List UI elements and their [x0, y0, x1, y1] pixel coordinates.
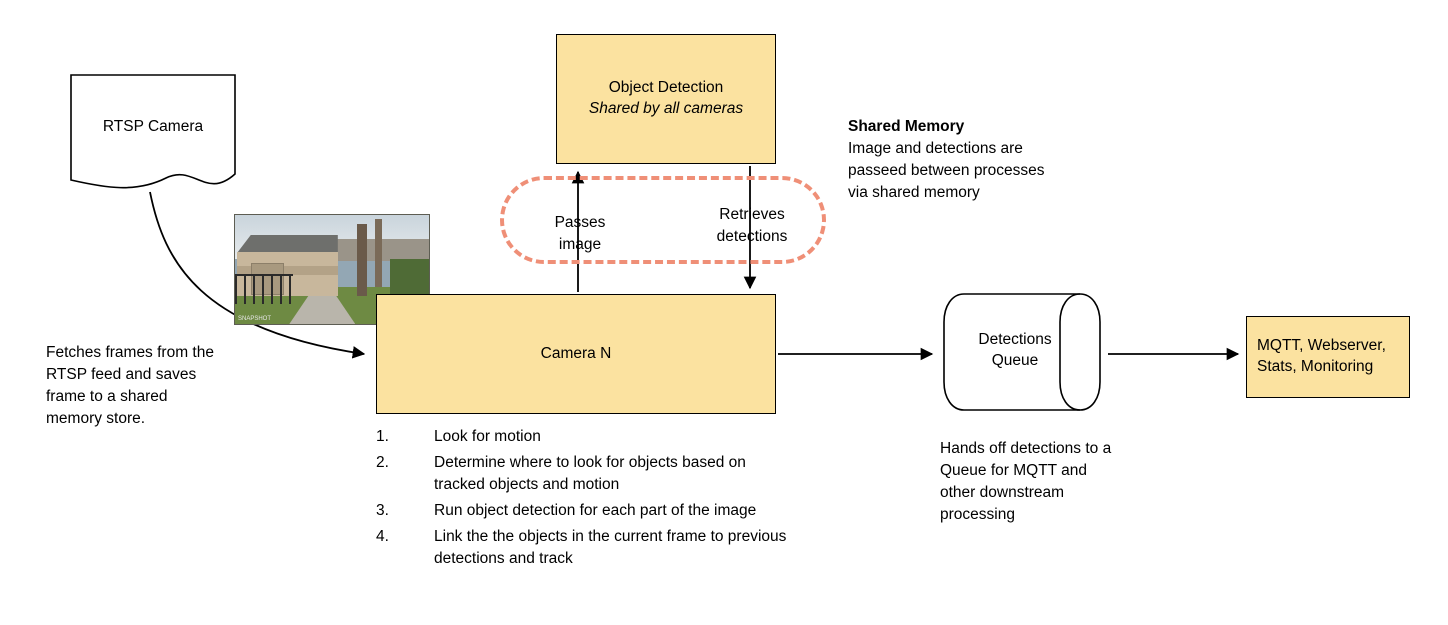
- node-camera-n[interactable]: [376, 294, 776, 414]
- list-item-number: 3.: [376, 502, 389, 519]
- list-item-number: 2.: [376, 454, 389, 471]
- list-item-number: 4.: [376, 528, 389, 545]
- edge-label-retrieves-detections-line1: Retrieves: [719, 206, 785, 223]
- annotation-shared-memory: [848, 116, 1060, 204]
- node-detections-queue-line2: Queue: [991, 351, 1039, 369]
- camera-n-steps-list: [376, 426, 796, 574]
- node-detections-queue[interactable]: [940, 286, 1106, 418]
- thumb-roof: [237, 235, 338, 254]
- node-detections-queue-label: [940, 330, 1090, 372]
- node-object-detection-title: Object Detection: [608, 79, 724, 97]
- node-camera-n-label: Camera N: [540, 344, 612, 362]
- thumb-fence: [235, 274, 293, 304]
- list-item-text: Determine where to look for objects based on tracked objects and motion: [434, 454, 746, 493]
- edge-label-passes-image: [534, 212, 626, 256]
- thumb-tree-trunk: [357, 224, 367, 296]
- node-rtsp-camera[interactable]: [70, 74, 236, 192]
- node-detections-queue-line1: Detections: [978, 331, 1052, 348]
- node-mqtt-webserver-label: [1257, 336, 1386, 378]
- node-mqtt-webserver[interactable]: [1246, 316, 1410, 398]
- edge-label-retrieves-detections: [700, 204, 804, 248]
- annotation-shared-memory-body: Image and detections are passeed between processes via shared memory: [848, 140, 1045, 201]
- thumb-watermark: SNAPSHOT: [238, 316, 272, 322]
- edge-label-retrieves-detections-line2: detections: [716, 228, 788, 245]
- node-mqtt-webserver-line2: Stats, Monitoring: [1257, 358, 1374, 375]
- edge-label-passes-image-line1: Passes: [554, 214, 606, 231]
- list-item: [376, 426, 796, 448]
- thumb-bush: [390, 259, 429, 296]
- annotation-hands-off-detections: Hands off detections to a Queue for MQTT and other downstream processing: [940, 440, 1112, 523]
- list-item: [376, 526, 796, 570]
- list-item: [376, 452, 796, 496]
- list-item-text: Look for motion: [434, 428, 541, 445]
- node-object-detection-subtitle: Shared by all cameras: [588, 100, 744, 117]
- annotation-fetches-frames: Fetches frames from the RTSP feed and saves frame to a shared memory store.: [46, 344, 214, 427]
- thumb-distant-houses: [336, 239, 429, 261]
- list-item-text: Link the the objects in the current frame to previous detections and track: [434, 528, 787, 567]
- list-item-number: 1.: [376, 428, 389, 445]
- annotation-shared-memory-heading: Shared Memory: [848, 118, 965, 135]
- node-object-detection[interactable]: [556, 34, 776, 164]
- node-mqtt-webserver-line1: MQTT, Webserver,: [1257, 337, 1386, 355]
- list-item-text: Run object detection for each part of the image: [434, 502, 757, 519]
- thumb-tree-trunk-2: [375, 219, 383, 287]
- list-item: [376, 500, 796, 522]
- node-rtsp-camera-label: RTSP Camera: [102, 118, 204, 135]
- edge-label-passes-image-line2: image: [558, 236, 602, 253]
